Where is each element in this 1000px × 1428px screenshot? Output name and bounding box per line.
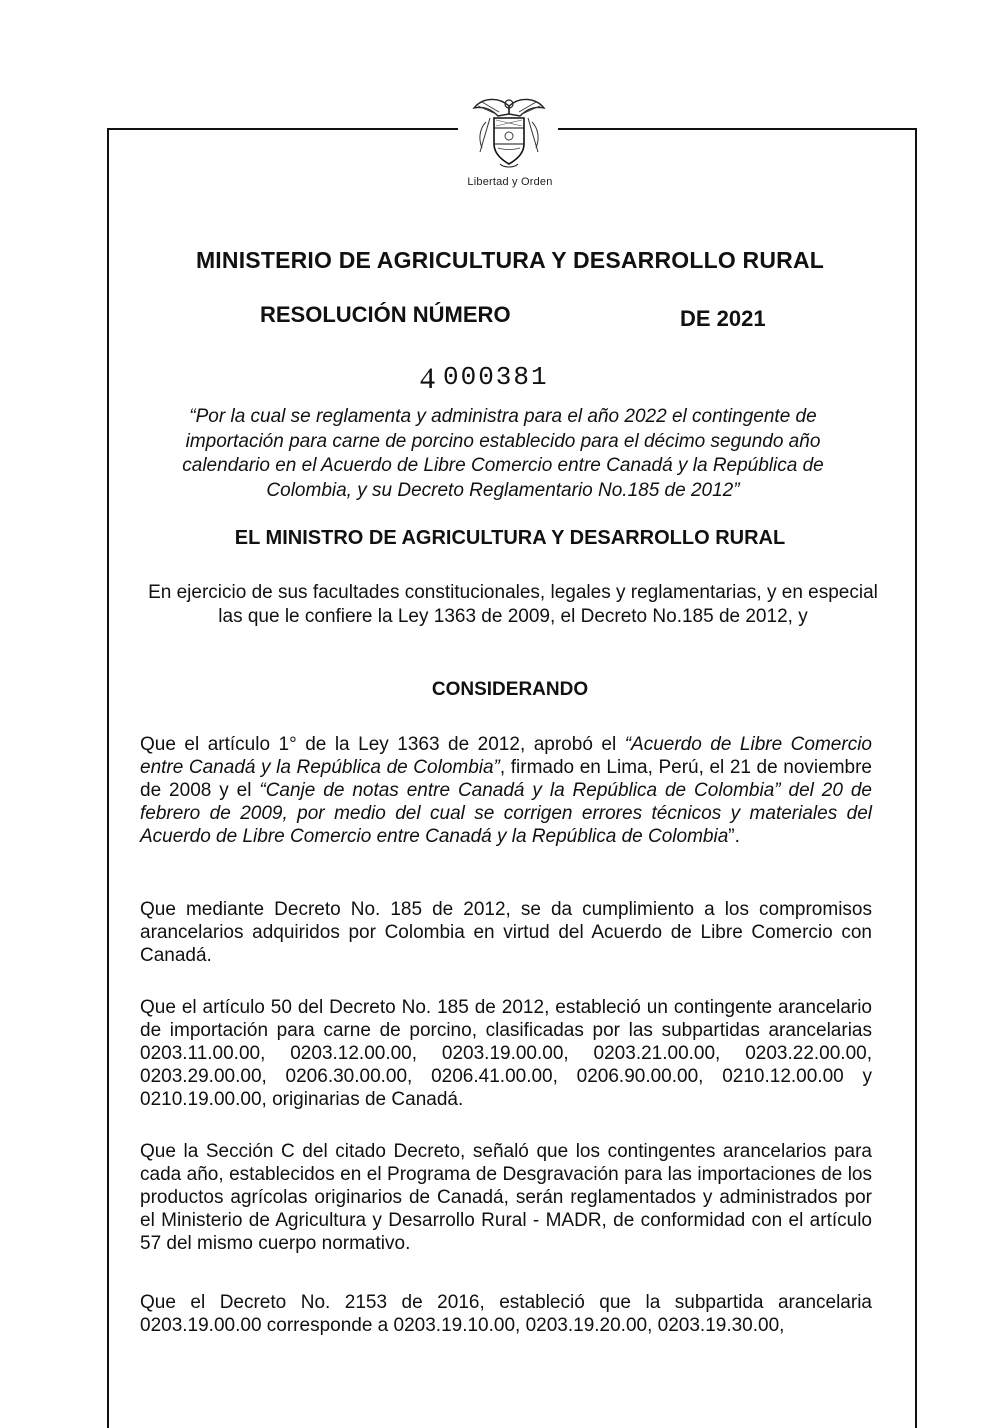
resolution-number: 000381 bbox=[443, 362, 549, 392]
considerando-heading: CONSIDERANDO bbox=[431, 679, 589, 700]
minister-heading: EL MINISTRO DE AGRICULTURA Y DESARROLLO RURAL bbox=[234, 527, 786, 549]
ministry-heading: MINISTERIO DE AGRICULTURA Y DESARROLLO RURAL bbox=[195, 247, 825, 273]
paragraph-text: Que el artículo 1° de la Ley 1363 de 2012, aprobó el bbox=[140, 734, 625, 755]
paragraph-decreto-2153: Que el Decreto No. 2153 de 2016, estableció que la subpartida arancelaria 0203.19.00.00 corresponde a 0203.19.10.00, 0203.19.20.00, 0203.19.30.00, bbox=[140, 1292, 872, 1336]
paragraph-text: , firmado en Lima, Perú, el 21 de noviembre de 2008 y el bbox=[140, 757, 872, 801]
exchange-notes-title: “Canje de notas entre Canadá y la República de Colombia” del 20 de febrero de 2009, por medio del cual se corrigen errores técnicos y materiales del Acuerdo de Libre Comercio entre Canadá y la República de Colombia bbox=[140, 780, 872, 847]
resolution-label: RESOLUCIÓN NÚMERO bbox=[260, 302, 511, 327]
coat-of-arms-icon bbox=[468, 92, 550, 174]
paragraph-articulo-50: Que el artículo 50 del Decreto No. 185 de 2012, estableció un contingente arancelario de importación para carne de porcino, clasificadas por las subpartidas arancelarias 0203.11.00.00, 0203.12.00.00, 0203.19.00.00, 0203.21.00.00, 0203.22.00.00, 0203.29.00.00, 0206.30.00.00, 0206.41.00.00, 0206.90.00.00, 0210.12.00.00 y 0210.19.00.00, originarias de Canadá. bbox=[140, 997, 872, 1110]
powers-statement: En ejercicio de sus facultades constitucionales, legales y reglamentarias, y en especial las que le confiere la Ley 1363 de 2009, el Decreto No.185 de 2012, y bbox=[148, 582, 878, 627]
agreement-title: “Acuerdo de Libre Comercio entre Canadá y la República de Colombia” bbox=[140, 734, 872, 778]
paragraph-seccion-c: Que la Sección C del citado Decreto, señaló que los contingentes arancelarios para cada año, establecidos en el Programa de Desgravación para las importaciones de los productos agrícolas originarios de Canadá, serán reglamentados y administrados por el Ministerio de Agricultura y Desarrollo Rural - MADR, de conformidad con el artículo 57 del mismo cuerpo normativo. bbox=[140, 1141, 872, 1254]
resolution-title: “Por la cual se reglamenta y administra para el año 2022 el contingente de importación para carne de porcino establecido para el décimo segundo año calendario en el Acuerdo de Libre Comercio entre Canadá y la República de Colombia, y su Decreto Reglamentario No.185 de 2012” bbox=[182, 406, 824, 501]
paragraph-ley-1363 bbox=[140, 733, 872, 848]
resolution-year: DE 2021 bbox=[680, 306, 766, 331]
paragraph-text: ”. bbox=[728, 826, 740, 847]
paragraph-decreto-185: Que mediante Decreto No. 185 de 2012, se da cumplimiento a los compromisos arancelarios adquiridos por Colombia en virtud del Acuerdo de Libre Comercio con Canadá. bbox=[140, 899, 872, 966]
resolution-handwritten-mark: 4 bbox=[420, 362, 435, 395]
national-motto: Libertad y Orden bbox=[467, 176, 553, 188]
